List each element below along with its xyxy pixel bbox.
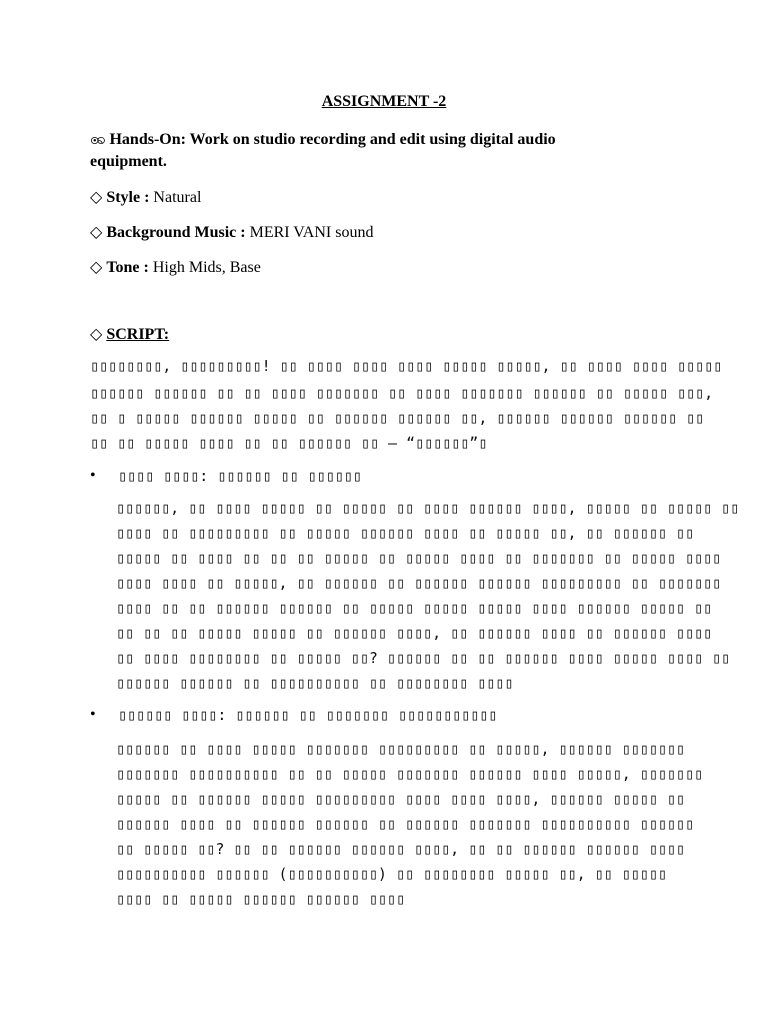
background-music-line (90, 220, 373, 244)
section-line: ▯▯▯▯▯▯, ▯▯ ▯▯▯▯ ▯▯▯▯▯ ▯▯ ▯▯▯▯▯ ▯▯ ▯▯▯▯ ▯▯▯▯▯▯ ▯▯▯▯, ▯▯▯▯▯ ▯▯ ▯▯▯▯▯ ▯▯ (116, 499, 740, 517)
section-line: ▯▯▯▯▯▯ ▯▯▯▯ ▯▯ ▯▯▯▯▯▯ ▯▯▯▯▯▯ ▯▯ ▯▯▯▯▯▯ ▯▯▯▯▯▯▯ ▯▯▯▯▯▯▯▯▯▯ ▯▯▯▯▯▯ (116, 815, 694, 833)
tone-value: High Mids, Base (148, 259, 261, 276)
section-line: ▯▯▯▯▯ ▯▯ ▯▯▯▯ ▯▯ ▯▯ ▯▯ ▯▯▯▯▯ ▯▯ ▯▯▯▯▯ ▯▯▯▯ ▯▯ ▯▯▯▯▯▯▯ ▯▯ ▯▯▯▯▯ ▯▯▯▯ (116, 549, 722, 567)
script-intro-line: ▯▯▯▯▯▯▯▯, ▯▯▯▯▯▯▯▯▯! ▯▯ ▯▯▯▯ ▯▯▯▯ ▯▯▯▯ ▯▯▯▯▯ ▯▯▯▯▯, ▯▯ ▯▯▯▯ ▯▯▯▯ ▯▯▯▯▯ (90, 357, 723, 375)
diamond-bullet-icon: ◇ (90, 187, 103, 206)
section-bullet: • (90, 706, 96, 723)
hands-on-line (90, 127, 556, 151)
background-music-value: MERI VANI sound (245, 224, 374, 241)
section-line: ▯▯▯▯ ▯▯ ▯▯▯▯▯ ▯▯▯▯▯▯ ▯▯▯▯▯▯ ▯▯▯▯ (116, 890, 405, 908)
assignment-title: ASSIGNMENT -2 (321, 93, 447, 110)
background-music-label: Background Music : (106, 224, 246, 241)
diamond-bullet-icon: ◇ (90, 222, 103, 241)
style-label: Style : (106, 189, 150, 206)
section-line: ▯▯▯▯ ▯▯ ▯▯ ▯▯▯▯▯▯ ▯▯▯▯▯▯ ▯▯ ▯▯▯▯▯ ▯▯▯▯▯ ▯▯▯▯▯ ▯▯▯▯ ▯▯▯▯▯▯ ▯▯▯▯▯ ▯▯ (116, 599, 713, 617)
style-value: Natural (149, 189, 202, 206)
hands-on-label-continued: equipment. (90, 153, 167, 170)
script-heading-label: SCRIPT: (106, 326, 170, 343)
section-line: ▯▯▯▯▯▯▯ ▯▯▯▯▯▯▯▯▯▯ ▯▯ ▯▯ ▯▯▯▯▯ ▯▯▯▯▯▯▯ ▯▯▯▯▯▯ ▯▯▯▯ ▯▯▯▯▯, ▯▯▯▯▯▯▯ (116, 765, 703, 783)
section-line: ▯▯ ▯▯ ▯▯ ▯▯▯▯▯ ▯▯▯▯▯ ▯▯ ▯▯▯▯▯▯ ▯▯▯▯, ▯▯ ▯▯▯▯▯▯ ▯▯▯▯ ▯▯ ▯▯▯▯▯▯ ▯▯▯▯ (116, 624, 713, 642)
section-line: ▯▯▯▯▯▯▯▯▯▯ ▯▯▯▯▯▯ (▯▯▯▯▯▯▯▯▯▯) ▯▯ ▯▯▯▯▯▯▯▯ ▯▯▯▯▯ ▯▯, ▯▯ ▯▯▯▯▯ (116, 865, 667, 883)
script-intro-line: ▯▯ ▯▯ ▯▯▯▯▯ ▯▯▯▯ ▯▯ ▯▯ ▯▯▯▯▯▯ ▯▯ – “▯▯▯▯▯▯”▯ (90, 434, 488, 452)
style-line (90, 185, 201, 209)
script-intro-line: ▯▯▯▯▯▯ ▯▯▯▯▯▯ ▯▯ ▯▯ ▯▯▯▯ ▯▯▯▯▯▯▯ ▯▯ ▯▯▯▯ ▯▯▯▯▯▯▯ ▯▯▯▯▯▯ ▯▯ ▯▯▯▯▯ ▯▯▯, (90, 384, 714, 402)
section-bullet: • (90, 467, 96, 484)
section-line: ▯▯ ▯▯▯▯▯ ▯▯? ▯▯ ▯▯ ▯▯▯▯▯▯ ▯▯▯▯▯▯ ▯▯▯▯, ▯▯ ▯▯ ▯▯▯▯▯▯ ▯▯▯▯▯▯ ▯▯▯▯ (116, 840, 685, 858)
section-line: ▯▯▯▯▯ ▯▯ ▯▯▯▯▯▯ ▯▯▯▯▯ ▯▯▯▯▯▯▯▯▯ ▯▯▯▯ ▯▯▯▯ ▯▯▯▯, ▯▯▯▯▯▯ ▯▯▯▯▯ ▯▯ (116, 790, 685, 808)
section-line: ▯▯▯▯ ▯▯ ▯▯▯▯▯▯▯▯▯ ▯▯ ▯▯▯▯▯ ▯▯▯▯▯▯ ▯▯▯▯ ▯▯ ▯▯▯▯▯ ▯▯, ▯▯ ▯▯▯▯▯▯ ▯▯ (116, 524, 694, 542)
script-intro-line: ▯▯ ▯ ▯▯▯▯▯ ▯▯▯▯▯▯ ▯▯▯▯▯ ▯▯ ▯▯▯▯▯▯ ▯▯▯▯▯▯ ▯▯, ▯▯▯▯▯▯ ▯▯▯▯▯▯ ▯▯▯▯▯▯ ▯▯ (90, 409, 705, 427)
script-heading (90, 322, 169, 346)
section-heading: ▯▯▯▯▯▯ ▯▯▯▯: ▯▯▯▯▯▯ ▯▯ ▯▯▯▯▯▯▯ ▯▯▯▯▯▯▯▯▯▯▯ (118, 706, 498, 724)
hands-on-label: Hands-On: Work on studio recording and edit using digital audio (109, 131, 556, 148)
section-line: ▯▯ ▯▯▯▯ ▯▯▯▯▯▯▯▯ ▯▯ ▯▯▯▯▯ ▯▯? ▯▯▯▯▯▯ ▯▯ ▯▯ ▯▯▯▯▯▯ ▯▯▯▯ ▯▯▯▯▯ ▯▯▯▯ ▯▯ (116, 649, 731, 667)
diamond-bullet-icon: ◇ (90, 324, 103, 343)
section-line: ▯▯▯▯ ▯▯▯▯ ▯▯ ▯▯▯▯▯, ▯▯ ▯▯▯▯▯▯ ▯▯ ▯▯▯▯▯▯ ▯▯▯▯▯▯ ▯▯▯▯▯▯▯▯▯ ▯▯ ▯▯▯▯▯▯▯ (116, 574, 722, 592)
section-line: ▯▯▯▯▯▯ ▯▯ ▯▯▯▯ ▯▯▯▯▯ ▯▯▯▯▯▯▯ ▯▯▯▯▯▯▯▯▯ ▯▯ ▯▯▯▯▯, ▯▯▯▯▯▯ ▯▯▯▯▯▯▯ (116, 740, 685, 758)
diamond-bullet-icon: ◇ (90, 257, 103, 276)
tone-label: Tone : (106, 259, 149, 276)
hands-on-bullet-icon: ꩩ (90, 129, 106, 148)
tone-line (90, 255, 261, 279)
section-heading: ▯▯▯▯ ▯▯▯▯: ▯▯▯▯▯▯ ▯▯ ▯▯▯▯▯▯ (118, 467, 362, 485)
section-line: ▯▯▯▯▯▯ ▯▯▯▯▯▯ ▯▯ ▯▯▯▯▯▯▯▯▯▯ ▯▯ ▯▯▯▯▯▯▯▯ ▯▯▯▯ (116, 674, 514, 692)
